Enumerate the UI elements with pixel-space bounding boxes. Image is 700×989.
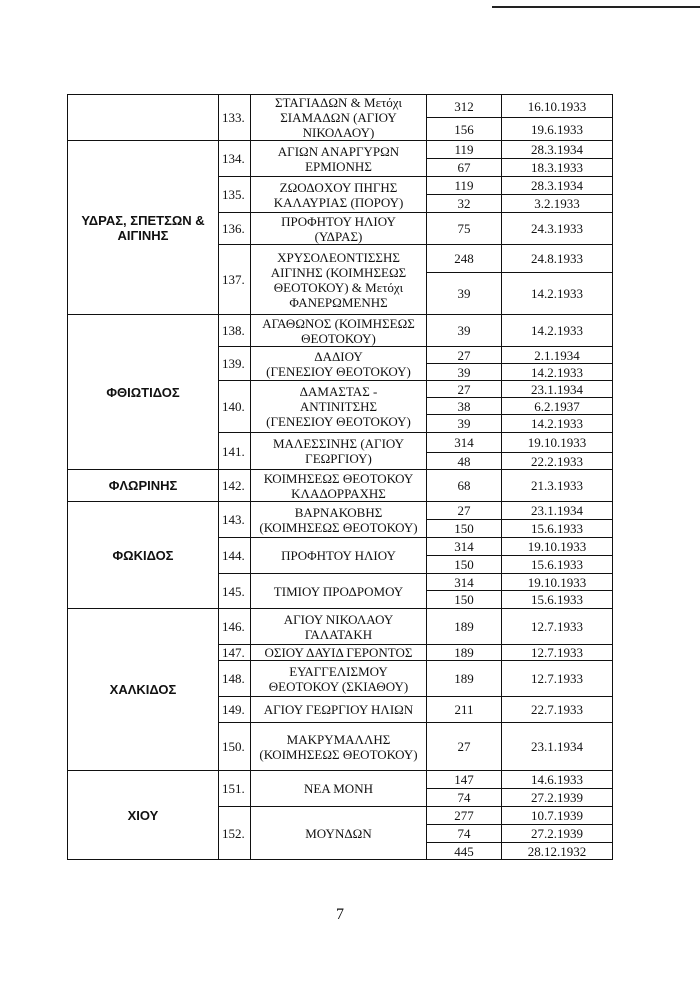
entry-date: 23.1.1934 bbox=[502, 723, 613, 771]
monastery-name bbox=[251, 470, 427, 502]
entry-date: 19.6.1933 bbox=[502, 118, 613, 141]
region-cell: ΧΙΟΥ bbox=[68, 771, 219, 860]
entry-date: 14.2.1933 bbox=[502, 273, 613, 315]
monastery-name-line: ΑΓΙΩΝ ΑΝΑΡΓΥΡΩΝ bbox=[277, 143, 400, 159]
entry-date: 18.3.1933 bbox=[502, 159, 613, 177]
monastery-name-line: ΘΕΟΤΟΚΟΥ) & Μετόχι ΦΑΝΕΡΩΜΕΝΗΣ bbox=[273, 279, 404, 310]
monastery-name bbox=[251, 574, 427, 609]
entry-date: 16.10.1933 bbox=[502, 95, 613, 118]
monastery-number: 138. bbox=[219, 315, 251, 347]
entry-number: 189 bbox=[427, 661, 502, 697]
monastery-name-line: ΑΓΙΟΥ ΓΕΩΡΓΙΟΥ ΗΛΙΩΝ bbox=[263, 702, 414, 717]
monastery-name bbox=[251, 177, 427, 213]
monastery-name bbox=[251, 697, 427, 723]
monastery-name bbox=[251, 213, 427, 245]
monastery-number: 143. bbox=[219, 502, 251, 538]
monastery-name-line: ΟΣΙΟΥ ΔΑΥΙΔ ΓΕΡΟΝΤΟΣ bbox=[264, 645, 413, 660]
monastery-name bbox=[251, 433, 427, 470]
page-number: 7 bbox=[336, 906, 344, 923]
monastery-number: 152. bbox=[219, 807, 251, 860]
region-cell: ΧΑΛΚΙΔΟΣ bbox=[68, 609, 219, 771]
table-row bbox=[68, 771, 613, 789]
monastery-number: 134. bbox=[219, 141, 251, 177]
entry-date: 15.6.1933 bbox=[502, 591, 613, 609]
entry-date: 3.2.1933 bbox=[502, 195, 613, 213]
table-row bbox=[68, 95, 613, 118]
region-cell: ΦΘΙΩΤΙΔΟΣ bbox=[68, 315, 219, 470]
monastery-name bbox=[251, 609, 427, 645]
monastery-name-line: ΖΩΟΔΟΧΟΥ ΠΗΓΗΣ bbox=[279, 179, 398, 195]
monastery-name-line: (ΚΟΙΜΗΣΕΩΣ ΘΕΟΤΟΚΟΥ) bbox=[259, 519, 418, 535]
entry-number: 27 bbox=[427, 381, 502, 398]
monastery-name-line: ΓΑΛΑΤΑΚΗ bbox=[304, 626, 373, 642]
region-cell bbox=[68, 95, 219, 141]
monastery-name-line: (ΓΕΝΕΣΙΟΥ ΘΕΟΤΟΚΟΥ) bbox=[266, 363, 411, 379]
entry-date: 12.7.1933 bbox=[502, 609, 613, 645]
region-cell: ΦΛΩΡΙΝΗΣ bbox=[68, 470, 219, 502]
top-rule bbox=[492, 6, 700, 8]
monastery-number: 150. bbox=[219, 723, 251, 771]
monastery-name-line: ΚΟΙΜΗΣΕΩΣ ΘΕΟΤΟΚΟΥ ΚΛΑΔΟΡΡΑΧΗΣ bbox=[263, 470, 414, 501]
entry-date: 14.2.1933 bbox=[502, 364, 613, 381]
entry-date: 10.7.1939 bbox=[502, 807, 613, 825]
monastery-name bbox=[251, 771, 427, 807]
monastery-name-line: ΣΙΑΜΑΔΩΝ (ΑΓΙΟΥ ΝΙΚΟΛΑΟΥ) bbox=[280, 110, 397, 140]
entry-number: 39 bbox=[427, 415, 502, 433]
entry-number: 39 bbox=[427, 364, 502, 381]
entry-number: 211 bbox=[427, 697, 502, 723]
region-cell: ΦΩΚΙΔΟΣ bbox=[68, 502, 219, 609]
entry-date: 24.8.1933 bbox=[502, 245, 613, 273]
entry-number: 27 bbox=[427, 347, 502, 364]
entry-date: 15.6.1933 bbox=[502, 556, 613, 574]
monastery-name bbox=[251, 347, 427, 381]
table-row bbox=[68, 141, 613, 159]
monastery-name-line: ΤΙΜΙΟΥ ΠΡΟΔΡΟΜΟΥ bbox=[273, 583, 404, 599]
monastery-name bbox=[251, 95, 427, 141]
entry-number: 445 bbox=[427, 843, 502, 860]
entry-number: 156 bbox=[427, 118, 502, 141]
monastery-name-line: ΘΕΟΤΟΚΟΥ (ΣΚΙΑΘΟΥ) bbox=[268, 678, 409, 694]
entry-date: 2.1.1934 bbox=[502, 347, 613, 364]
entry-number: 48 bbox=[427, 453, 502, 470]
entry-date: 27.2.1939 bbox=[502, 825, 613, 843]
entry-number: 248 bbox=[427, 245, 502, 273]
entry-number: 189 bbox=[427, 609, 502, 645]
monastery-table bbox=[67, 94, 613, 860]
monastery-name-line: ΓΕΩΡΓΙΟΥ) bbox=[305, 451, 372, 466]
monastery-name-line: (ΥΔΡΑΣ) bbox=[314, 228, 363, 244]
entry-date: 12.7.1933 bbox=[502, 661, 613, 697]
entry-date: 19.10.1933 bbox=[502, 574, 613, 591]
monastery-name-line: ΕΡΜΙΟΝΗΣ bbox=[305, 158, 372, 174]
entry-date: 22.7.1933 bbox=[502, 697, 613, 723]
entry-number: 32 bbox=[427, 195, 502, 213]
monastery-name-line: ΑΝΤΙΝΙΤΣΗΣ bbox=[299, 399, 378, 414]
entry-date: 15.6.1933 bbox=[502, 520, 613, 538]
entry-number: 150 bbox=[427, 591, 502, 609]
table-row bbox=[68, 502, 613, 520]
entry-date: 6.2.1937 bbox=[502, 398, 613, 415]
entry-number: 39 bbox=[427, 273, 502, 315]
monastery-number: 149. bbox=[219, 697, 251, 723]
monastery-number: 135. bbox=[219, 177, 251, 213]
monastery-name bbox=[251, 807, 427, 860]
monastery-name-line: ΔΑΔΙΟΥ bbox=[314, 348, 363, 364]
monastery-name-line: ΜΑΚΡΥΜΑΛΛΗΣ bbox=[286, 731, 391, 747]
entry-date: 14.2.1933 bbox=[502, 415, 613, 433]
entry-number: 119 bbox=[427, 141, 502, 159]
entry-number: 150 bbox=[427, 520, 502, 538]
entry-number: 314 bbox=[427, 574, 502, 591]
entry-number: 74 bbox=[427, 789, 502, 807]
entry-number: 314 bbox=[427, 433, 502, 453]
monastery-name-line: ΜΟΥΝΔΩΝ bbox=[305, 825, 372, 841]
entry-date: 14.2.1933 bbox=[502, 315, 613, 347]
monastery-number: 146. bbox=[219, 609, 251, 645]
entry-date: 21.3.1933 bbox=[502, 470, 613, 502]
monastery-name-line: ΔΑΜΑΣΤΑΣ - bbox=[299, 384, 378, 399]
entry-number: 67 bbox=[427, 159, 502, 177]
entry-date: 24.3.1933 bbox=[502, 213, 613, 245]
monastery-number: 133. bbox=[219, 95, 251, 141]
entry-number: 189 bbox=[427, 645, 502, 661]
monastery-name-line: ΚΑΛΑΥΡΙΑΣ (ΠΟΡΟΥ) bbox=[273, 194, 404, 210]
monastery-number: 139. bbox=[219, 347, 251, 381]
entry-number: 68 bbox=[427, 470, 502, 502]
monastery-name-line: ΕΥΑΓΓΕΛΙΣΜΟΥ bbox=[289, 663, 388, 679]
monastery-number: 141. bbox=[219, 433, 251, 470]
entry-number: 27 bbox=[427, 723, 502, 771]
monastery-number: 151. bbox=[219, 771, 251, 807]
monastery-name bbox=[251, 381, 427, 433]
entry-date: 19.10.1933 bbox=[502, 538, 613, 556]
monastery-number: 140. bbox=[219, 381, 251, 433]
entry-date: 28.3.1934 bbox=[502, 177, 613, 195]
monastery-number: 148. bbox=[219, 661, 251, 697]
monastery-name bbox=[251, 245, 427, 315]
entry-date: 19.10.1933 bbox=[502, 433, 613, 453]
entry-date: 12.7.1933 bbox=[502, 645, 613, 661]
monastery-name-line: ΑΓΙΟΥ ΝΙΚΟΛΑΟΥ bbox=[283, 611, 394, 627]
entry-date: 27.2.1939 bbox=[502, 789, 613, 807]
entry-number: 27 bbox=[427, 502, 502, 520]
monastery-name-line: ΜΑΛΕΣΣΙΝΗΣ (ΑΓΙΟΥ bbox=[272, 436, 405, 451]
entry-number: 277 bbox=[427, 807, 502, 825]
entry-number: 38 bbox=[427, 398, 502, 415]
monastery-name-line: (ΓΕΝΕΣΙΟΥ ΘΕΟΤΟΚΟΥ) bbox=[266, 414, 411, 429]
entry-date: 22.2.1933 bbox=[502, 453, 613, 470]
entry-number: 314 bbox=[427, 538, 502, 556]
monastery-number: 144. bbox=[219, 538, 251, 574]
monastery-name-line: ΝΕΑ ΜΟΝΗ bbox=[304, 781, 373, 796]
entry-number: 75 bbox=[427, 213, 502, 245]
monastery-name-line: ΑΓΑΘΩΝΟΣ (ΚΟΙΜΗΣΕΩΣ ΘΕΟΤΟΚΟΥ) bbox=[262, 315, 415, 346]
monastery-name bbox=[251, 538, 427, 574]
entry-number: 39 bbox=[427, 315, 502, 347]
entry-number: 150 bbox=[427, 556, 502, 574]
monastery-name bbox=[251, 661, 427, 697]
monastery-number: 142. bbox=[219, 470, 251, 502]
monastery-name bbox=[251, 502, 427, 538]
monastery-number: 147. bbox=[219, 645, 251, 661]
monastery-name-line: (ΚΟΙΜΗΣΕΩΣ ΘΕΟΤΟΚΟΥ) bbox=[259, 746, 418, 762]
entry-number: 312 bbox=[427, 95, 502, 118]
entry-number: 74 bbox=[427, 825, 502, 843]
monastery-number: 136. bbox=[219, 213, 251, 245]
monastery-name bbox=[251, 141, 427, 177]
entry-date: 28.3.1934 bbox=[502, 141, 613, 159]
monastery-number: 145. bbox=[219, 574, 251, 609]
region-cell: ΥΔΡΑΣ, ΣΠΕΤΣΩΝ & ΑΙΓΙΝΗΣ bbox=[68, 141, 219, 315]
entry-number: 119 bbox=[427, 177, 502, 195]
entry-date: 23.1.1934 bbox=[502, 502, 613, 520]
monastery-number: 137. bbox=[219, 245, 251, 315]
entry-date: 14.6.1933 bbox=[502, 771, 613, 789]
monastery-name-line: ΧΡΥΣΟΛΕΟΝΤΙΣΣΗΣ ΑΙΓΙΝΗΣ (ΚΟΙΜΗΣΕΩΣ bbox=[270, 249, 407, 280]
monastery-table-body bbox=[68, 95, 613, 860]
table-row bbox=[68, 609, 613, 645]
monastery-name-line: ΣΤΑΓΙΑΔΩΝ & Μετόχι bbox=[274, 95, 403, 110]
table-row bbox=[68, 315, 613, 347]
monastery-name-line: ΠΡΟΦΗΤΟΥ ΗΛΙΟΥ bbox=[281, 213, 396, 229]
entry-number: 147 bbox=[427, 771, 502, 789]
monastery-name bbox=[251, 723, 427, 771]
table-row bbox=[68, 470, 613, 502]
monastery-name bbox=[251, 315, 427, 347]
entry-date: 28.12.1932 bbox=[502, 843, 613, 860]
monastery-name-line: ΠΡΟΦΗΤΟΥ ΗΛΙΟΥ bbox=[281, 548, 396, 563]
monastery-name-line: ΒΑΡΝΑΚΟΒΗΣ bbox=[294, 504, 383, 520]
entry-date: 23.1.1934 bbox=[502, 381, 613, 398]
monastery-name bbox=[251, 645, 427, 661]
